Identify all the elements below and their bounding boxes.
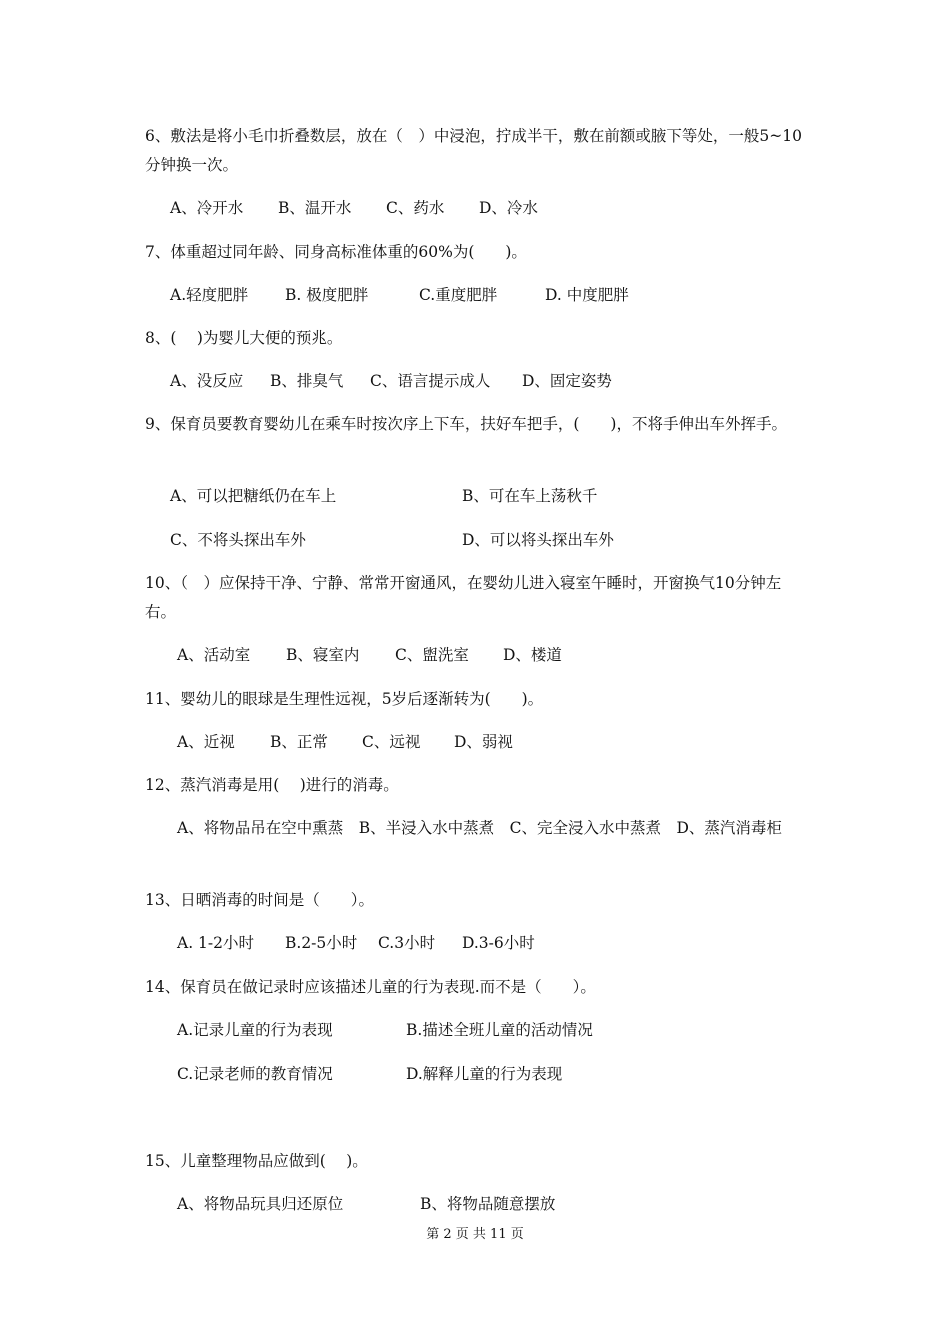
q10-option-c: C、盥洗室 — [395, 646, 469, 664]
q10-option-d: D、楼道 — [503, 646, 562, 664]
q10-option-b: B、寝室内 — [286, 646, 360, 664]
q7-option-b: B. 极度肥胖 — [285, 286, 369, 304]
q14-option-a: A.记录儿童的行为表现 — [177, 1021, 333, 1039]
q6-option-a: A、冷开水 — [170, 199, 244, 217]
q7-option-c: C.重度肥胖 — [419, 286, 498, 304]
q7-option-a: A.轻度肥胖 — [170, 286, 249, 304]
question-10 — [145, 569, 810, 627]
q9-option-b: B、可在车上荡秋千 — [462, 487, 598, 505]
question-10-text: 10、（ ）应保持干净、宁静、常常开窗通风，在婴幼儿进入寝室午睡时，开窗换气10分钟左右。 — [145, 574, 782, 621]
question-6 — [145, 122, 810, 180]
q13-option-b: B.2-5小时 — [285, 934, 358, 952]
q15-option-a: A、将物品玩具归还原位 — [177, 1195, 344, 1213]
q9-option-a: A、可以把糖纸仍在车上 — [170, 487, 337, 505]
q11-option-d: D、弱视 — [454, 733, 513, 751]
question-9-text: 9、保育员要教育婴幼儿在乘车时按次序上下车，扶好车把手，( )，不将手伸出车外挥手。 — [145, 415, 787, 433]
question-11-text: 11、婴幼儿的眼球是生理性远视，5岁后逐渐转为( )。 — [145, 690, 544, 708]
q6-option-d: D、冷水 — [479, 199, 538, 217]
q8-option-c: C、语言提示成人 — [370, 372, 491, 390]
q13-option-a: A. 1-2小时 — [177, 934, 255, 952]
q15-option-b: B、将物品随意摆放 — [420, 1195, 556, 1213]
q9-option-d: D、可以将头探出车外 — [462, 531, 614, 549]
q8-option-d: D、固定姿势 — [522, 372, 612, 390]
q13-option-c: C.3小时 — [378, 934, 436, 952]
q6-option-c: C、药水 — [386, 199, 445, 217]
question-15-text: 15、儿童整理物品应做到( )。 — [145, 1152, 368, 1170]
q11-option-b: B、正常 — [270, 733, 328, 751]
q8-option-a: A、没反应 — [170, 372, 244, 390]
q14-option-d: D.解释儿童的行为表现 — [406, 1065, 563, 1083]
question-8-text: 8、( )为婴儿大便的预兆。 — [145, 329, 343, 347]
q8-option-b: B、排臭气 — [270, 372, 344, 390]
q12-options-text: A、将物品吊在空中熏蒸 B、半浸入水中蒸煮 C、完全浸入水中蒸煮 D、蒸汽消毒柜 — [177, 819, 782, 837]
q11-option-a: A、近视 — [177, 733, 235, 751]
q10-option-a: A、活动室 — [177, 646, 251, 664]
q9-option-c: C、不将头探出车外 — [170, 531, 306, 549]
q12-options — [145, 814, 810, 843]
page-number-footer: 第 2 页 共 11 页 — [426, 1227, 524, 1242]
question-13-text: 13、日晒消毒的时间是（ ）。 — [145, 891, 374, 909]
q14-option-b: B.描述全班儿童的活动情况 — [406, 1021, 593, 1039]
q11-option-c: C、远视 — [362, 733, 421, 751]
question-6-text: 6、敷法是将小毛巾折叠数层，放在（ ）中浸泡，拧成半干，敷在前额或腋下等处，一般5~10分钟换一次。 — [145, 127, 802, 174]
question-12-text: 12、蒸汽消毒是用( )进行的消毒。 — [145, 776, 399, 794]
question-7-text: 7、体重超过同年龄、同身高标准体重的60%为( )。 — [145, 243, 527, 261]
q6-option-b: B、温开水 — [278, 199, 352, 217]
q13-option-d: D.3-6小时 — [462, 934, 535, 952]
question-14-text: 14、保育员在做记录时应该描述儿童的行为表现.而不是（ ）。 — [145, 978, 596, 996]
q14-option-c: C.记录老师的教育情况 — [177, 1065, 333, 1083]
q7-option-d: D. 中度肥胖 — [545, 286, 629, 304]
question-9 — [145, 410, 810, 439]
